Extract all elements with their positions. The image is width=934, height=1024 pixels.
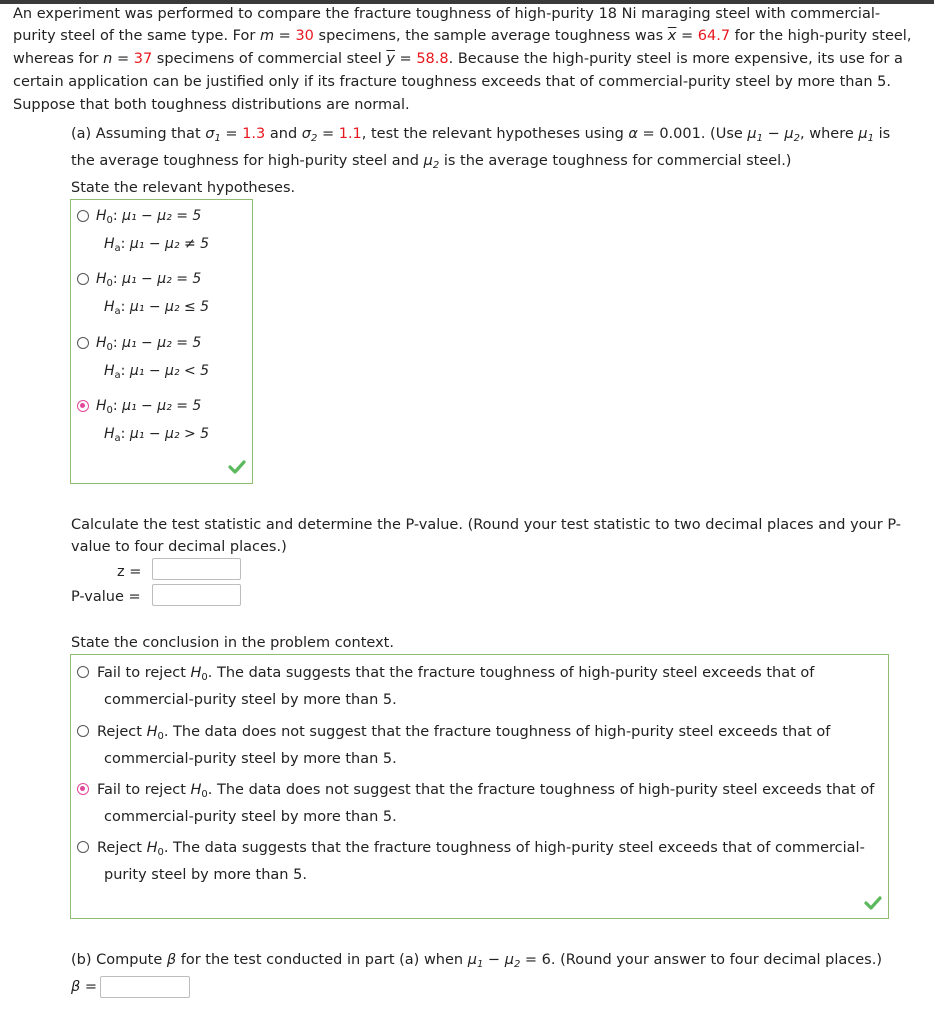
h0-text: μ₁ − μ₂ = 5 <box>122 271 202 287</box>
beta-input[interactable] <box>100 976 190 998</box>
conclusion-radio-1[interactable] <box>77 666 89 678</box>
y-bar-value: 58.8 <box>416 51 449 67</box>
h0-text: μ₁ − μ₂ = 5 <box>122 208 202 224</box>
z-label: z = <box>117 564 142 580</box>
calc-instruction-1: Calculate the test statistic and determine the P-value. (Round your test statistic to two decimal places and your P- <box>71 517 901 533</box>
ha-text: μ₁ − μ₂ ≠ 5 <box>129 236 210 252</box>
ha-text: μ₁ − μ₂ ≤ 5 <box>129 299 210 315</box>
hypothesis-radio-2[interactable] <box>77 273 89 285</box>
problem-line-3: whereas for n = 37 specimens of commercial steel $\overline{y} = 58.8$. Because the high-purity steel is more expensive, its use for a <box>13 51 903 67</box>
beta-label: β = <box>71 979 98 995</box>
problem-line-5: Suppose that both toughness distributions are normal. <box>13 97 410 113</box>
conclusion-radio-2[interactable] <box>77 725 89 737</box>
problem-line-2: purity steel of the same type. For m = 30 specimens, the sample average toughness was $\overline{x} = 64.7$ for the high-purity steel, <box>13 28 912 44</box>
correct-check-icon <box>864 895 882 911</box>
problem-line-1: An experiment was performed to compare the fracture toughness of high-purity 18 Ni maraging steel with commercial- <box>13 6 881 22</box>
hypotheses-prompt: State the relevant hypotheses. <box>71 180 296 196</box>
part-a-line-1: (a) Assuming that $\sigma_1 = 1.3$ and $\sigma_2 = 1.1$, test the relevant hypotheses using α = 0.001. (Use $\mu_1 - \mu_2$, where $\mu_1$ is <box>71 126 891 144</box>
conclusion-radio-4[interactable] <box>77 841 89 853</box>
hypothesis-radio-3[interactable] <box>77 337 89 349</box>
p-value-label: P-value = <box>71 589 141 605</box>
n-value: 37 <box>133 51 153 67</box>
m-value: 30 <box>295 28 314 44</box>
h0-text: μ₁ − μ₂ = 5 <box>122 335 202 351</box>
conclusion-prompt: State the conclusion in the problem context. <box>71 635 394 651</box>
correct-check-icon <box>228 459 246 475</box>
ha-text: μ₁ − μ₂ > 5 <box>129 426 210 442</box>
z-input[interactable] <box>152 558 241 580</box>
part-b-instruction: (b) Compute β for the test conducted in part (a) when $\mu_1 - \mu_2 = 6$. (Round your answer to four decimal places.) <box>71 952 882 970</box>
p-value-input[interactable] <box>152 584 241 606</box>
conclusion-radio-3-selected[interactable] <box>77 783 89 795</box>
calc-instruction-2: value to four decimal places.) <box>71 539 287 555</box>
h0-text: μ₁ − μ₂ = 5 <box>122 398 202 414</box>
top-border <box>0 0 934 4</box>
ha-text: μ₁ − μ₂ < 5 <box>129 363 210 379</box>
x-bar-value: 64.7 <box>697 28 731 44</box>
part-a-line-2: the average toughness for high-purity steel and $\mu_2$ is the average toughness for commercial steel.) <box>71 153 792 171</box>
problem-line-4: certain application can be justified only if its fracture toughness exceeds that of commercial-purity steel by more than 5. <box>13 74 891 90</box>
hypothesis-radio-4-selected[interactable] <box>77 400 89 412</box>
hypothesis-radio-1[interactable] <box>77 210 89 222</box>
